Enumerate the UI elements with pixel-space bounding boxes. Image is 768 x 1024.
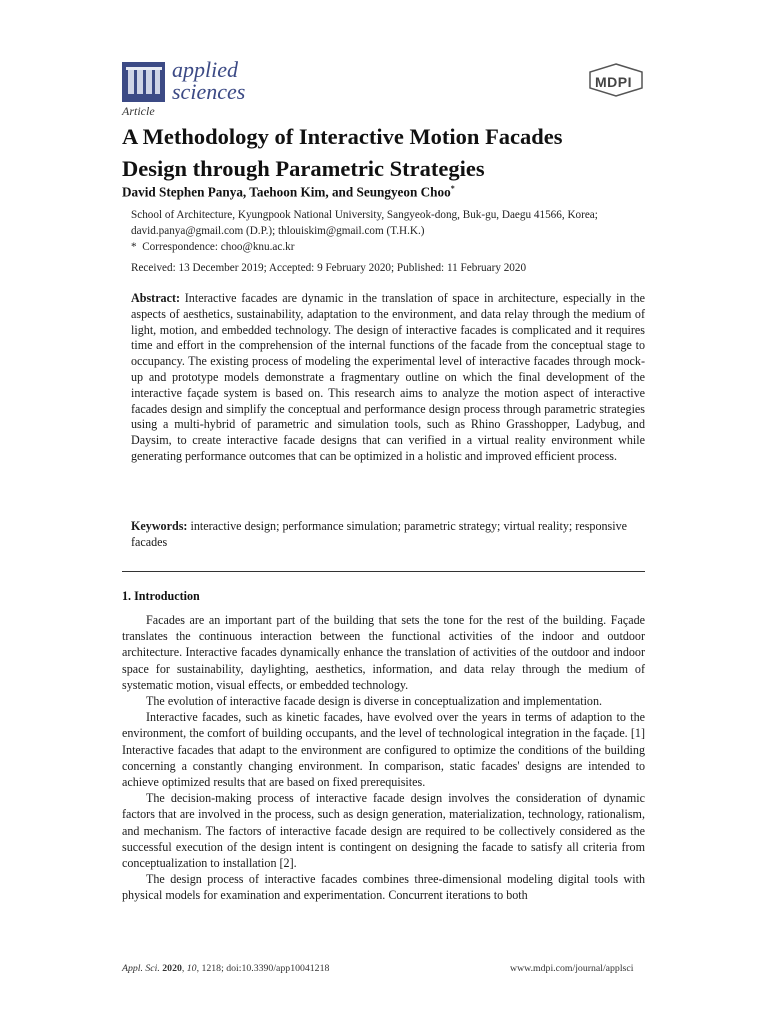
author-emails: david.panya@gmail.com (D.P.); thlouiskim@gmail.com (T.H.K.) [131, 225, 425, 237]
citation-doi: , 1218; doi:10.3390/app10041218 [196, 963, 330, 974]
correspondence-mark: * [131, 241, 137, 253]
journal-name [172, 59, 245, 103]
affiliation [131, 207, 651, 255]
affiliation-line: School of Architecture, Kyungpook National University, Sangyeok-dong, Buk-gu, Daegu 41566, Korea; [131, 209, 598, 221]
corresponding-author-mark: * [450, 184, 455, 193]
abstract-text: Interactive facades are dynamic in the translation of space in architecture, especially in the aspects of aesthetics, sustainability, adaptation to the environment, and data relay through the medium of light, motion, and embedded technology. The design of interactive facades is complicated and it requires time and effort in the comprehension of the internal functions of the facade from the conceptual stage to occupancy. The existing process of modeling the experimental level of interactive facades through mock-up and prototype models demonstrate a fragmentary outline on which the final development of the interactive façade system is based on. This research aims to analyze the motion aspect of interactive facades design and simplify the conceptual and performance design process through parametric strategies using a multi-hybrid of parametric and simulation tools, such as Rhino Grasshopper, Ladybug, and Daysim, to create interactive facade designs that can verified in a virtual reality environment while generating performance outcomes that can be optimized in a holistic and improved efficient process. [131, 291, 645, 463]
publisher-logo [588, 63, 644, 97]
divider [122, 571, 645, 572]
keywords-label: Keywords: [131, 519, 188, 533]
publication-dates: Received: 13 December 2019; Accepted: 9 February 2020; Published: 11 February 2020 [131, 262, 527, 274]
author-list [122, 184, 455, 200]
citation-volume: 10 [186, 963, 197, 974]
citation-footer: Appl. Sci. 2020, 10, 1218; doi:10.3390/app10041218 [122, 963, 330, 974]
abstract [131, 291, 645, 465]
body-text [122, 612, 645, 904]
journal-url[interactable]: www.mdpi.com/journal/applsci [510, 963, 634, 974]
paragraph: Interactive facades, such as kinetic facades, have evolved over the years in terms of adaption to the environment, the comfort of building occupants, and the level of technological integration in the façade. [1] Interactive facades that adapt to the environment are configured to optimize the conditions of the building concerning a constantly changing environment. In comparison, static facades' designs are intended to achieve optimized results that are based on fixed prerequisites. [122, 710, 645, 790]
correspondence-text: Correspondence: choo@knu.ac.kr [142, 241, 295, 253]
correspondence [131, 239, 651, 255]
publisher-logo-text: MDPI [595, 74, 632, 90]
journal-logo-icon [122, 62, 165, 102]
paragraph: The evolution of interactive facade design is diverse in conceptualization and implementation. [146, 694, 603, 709]
section-heading: 1. Introduction [122, 589, 200, 603]
title-line-1: A Methodology of Interactive Motion Facades [122, 124, 563, 149]
authors-text: David Stephen Panya, Taehoon Kim, and Seungyeon Choo [122, 184, 451, 200]
keywords [131, 518, 645, 550]
title-line-2: Design through Parametric Strategies [122, 156, 485, 181]
paper-title [122, 121, 662, 185]
paragraph: The decision-making process of interactive facade design involves the consideration of dynamic factors that are involved in the process, such as design generation, materialization, technology, rationalism, and mechanism. The factors of interactive facade design are required to be collectively considered as the successful execution of the design intent is contingent on designing the facade to satisfy all criteria from conceptualization to installation [2]. [122, 791, 645, 871]
article-type: Article [122, 104, 155, 118]
journal-abbrev: Appl. Sci. [122, 963, 160, 974]
journal-name-line2: sciences [172, 79, 246, 104]
paragraph: Facades are an important part of the building that sets the tone for the rest of the building. Façade translates the continuous interaction between the functional activities of the indoor and outdoor architecture. Interactive facades dynamically enhance the translation of activities of the outdoor and indoor space for sustainability, daylighting, aesthetics, information, and data relay through the medium of systematic motion, visual effects, or embedded technology. [122, 613, 645, 692]
paragraph: The design process of interactive facades combines three-dimensional modeling digital tools with physical models for examination and experimentation. Concurrent iterations to both [122, 872, 645, 903]
citation-year: 2020 [162, 963, 182, 974]
journal-name-line1: applied [172, 57, 238, 82]
abstract-label: Abstract: [131, 291, 181, 305]
keywords-text: interactive design; performance simulation; parametric strategy; virtual reality; responsive facades [131, 519, 628, 549]
